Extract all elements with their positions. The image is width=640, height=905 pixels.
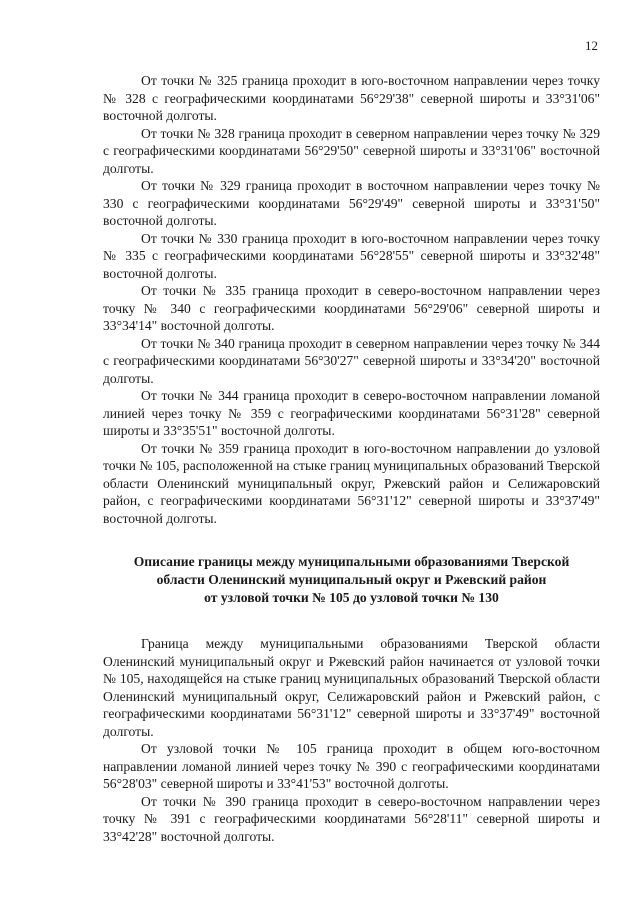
section-heading-line-3: от узловой точки № 105 до узловой точки № 130 [204,590,499,605]
paragraph-point-390: От точки № 390 граница проходит в северо-восточном направлении через точку № 391 с географическими координатами 56°28'11" северной широты и 33°42'28" восточной долготы. [103,793,600,844]
paragraph-point-328: От точки № 328 граница проходит в северном направлении через точку № 329 с географическими координатами 56°29'50" северной широты и 33°31'06" восточной долготы. [103,125,600,176]
paragraph-point-325: От точки № 325 граница проходит в юго-восточном направлении через точку № 328 с географическими координатами 56°29'38" северной широты и 33°31'06" восточной долготы. [103,73,600,123]
paragraph-point-344: От точки № 344 граница проходит в северо-восточном направлении ломаной линией через точку № 359 с географическими координатами 56°31'28" северной широты и 33°35'51" восточной долготы. [103,388,600,438]
section-heading-line-1: Описание границы между муниципальными образованиями Тверской [133,554,570,569]
document-body [103,72,600,845]
section-heading [103,553,600,607]
page-number: 12 [585,38,598,53]
paragraph-point-340: От точки № 340 граница проходит в северном направлении через точку № 344 с географическими координатами 56°30'27" северной широты и 33°34'20" восточной долготы. [103,335,600,386]
paragraph-point-105: От узловой точки № 105 граница проходит в общем юго-восточном направлении ломаной линией через точку № 390 с географическими координатами 56°28'03" северной широты и 33°41'53" восточной долготы. [103,741,600,791]
paragraph-boundary-start: Граница между муниципальными образованиями Тверской области Оленинский муниципальный округ и Ржевский район начинается от узловой точки № 105, находящейся на стыке границ муниципальных образований Тверской области Оленинский муниципальный округ, Селижаровский район и Ржевский район, с географическими координатами 56°31'12" северной широты и 33°37'49" восточной долготы. [103,636,600,739]
section-heading-line-2: области Оленинский муниципальный округ и Ржевский район [156,572,547,587]
paragraph-point-329: От точки № 329 граница проходит в восточном направлении через точку № 330 с географическими координатами 56°29'49" северной широты и 33°31'50" восточной долготы. [103,178,600,228]
paragraph-point-330: От точки № 330 граница проходит в юго-восточном направлении через точку № 335 с географическими координатами 56°28'55" северной широты и 33°32'48" восточной долготы. [103,230,600,281]
paragraph-point-335: От точки № 335 граница проходит в северо-восточном направлении через точку № 340 с географическими координатами 56°29'06" северной широты и 33°34'14" восточной долготы. [103,283,600,333]
spacer [103,607,600,635]
paragraph-point-359: От точки № 359 граница проходит в юго-восточном направлении до узловой точки № 105, расположенной на стыке границ муниципальных образований Тверской области Оленинский муниципальный округ, Ржевский район и Селижаровский район, с географическими координатами 56°31'12" северной широты и 33°37'49" восточной долготы. [103,440,600,526]
spacer [103,527,600,553]
